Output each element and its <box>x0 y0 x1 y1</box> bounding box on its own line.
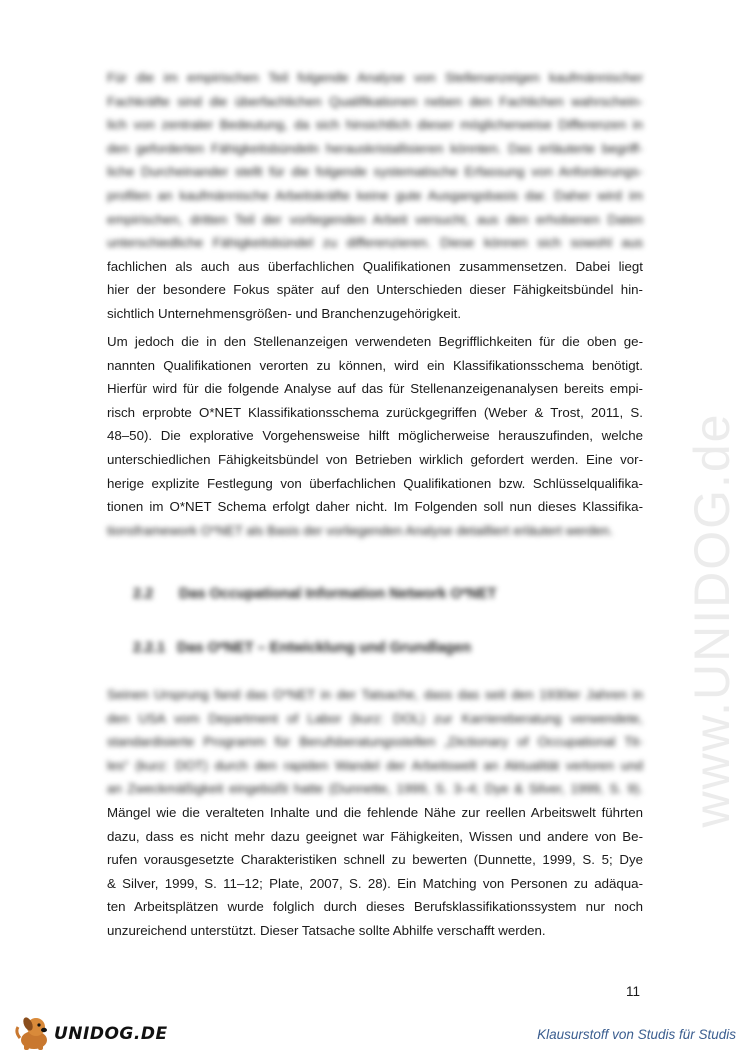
text-line: empirischen, dritten Teil der vorliegenden Arbeit versucht, aus den erhobenen Daten <box>107 211 643 227</box>
text-line: herige explizite Festlegung von überfachlichen Qualifikationen bzw. Schlüsselqualifika- <box>107 475 643 491</box>
section-title: Das Occupational Information Network O*NET <box>179 586 497 602</box>
dog-mascot-icon <box>14 1012 58 1052</box>
text-line: sichtlich Unternehmensgrößen- und Branchenzugehörigkeit. <box>107 305 462 321</box>
paragraph-2 <box>107 330 643 542</box>
subsection-heading <box>133 640 471 656</box>
text-line: Hierfür wird für die folgende Analyse auf das für Stellenanzeigenanalysen bereits empi- <box>107 381 643 397</box>
text-line: ten Arbeitsplätzen wurde folglich durch dieses Berufsklassifikationssystem nur noch <box>107 899 643 915</box>
text-line: Um jedoch die in den Stellenanzeigen verwendeten Begrifflichkeiten für die oben ge- <box>107 334 643 349</box>
text-line: an Zweckmäßigkeit eingebüßt hatte (Dunnette, 1999, S. 3–4; Dye & Silver, 1999, S. 9). <box>107 781 643 797</box>
text-line: standardisierte Programm für Berufsberatungsstellen „Dictionary of Occupational Tit- <box>107 734 643 750</box>
unidog-logo[interactable] <box>14 1012 184 1052</box>
text-line: hier der besondere Fokus später auf den Unterschieden dieser Fähigkeitsbündel hin- <box>107 282 643 298</box>
logo-text: UNIDOG.DE <box>54 1024 168 1044</box>
text-line: rufen vorausgesetzte Charakteristiken schnell zu bewerten (Dunnette, 1999, S. 5; Dye <box>107 852 643 868</box>
text-line: risch erprobte O*NET Klassifikationsschema zurückgegriffen (Weber & Trost, 2011, S. <box>107 404 643 420</box>
text-line: liche Durcheinander stellt für die folgende systematische Erfassung von Anforderungs- <box>107 164 643 180</box>
page-number: 11 <box>626 984 641 999</box>
text-line: tionen im O*NET Schema erfolgt daher nicht. Im Folgenden soll nun dieses Klassifika- <box>107 499 643 515</box>
paragraph-1 <box>107 66 643 326</box>
section-number: 2.2 <box>133 586 154 602</box>
text-line: les“ (kurz: DOT) durch den rapiden Wandel der Arbeitswelt an Aktualität verloren und <box>107 757 643 773</box>
paragraph-3 <box>107 683 643 943</box>
text-line: Fachkräfte sind die überfachlichen Qualifikationen neben den Fachlichen wahrschein- <box>107 93 643 109</box>
section-heading <box>133 586 496 602</box>
text-line: 48–50). Die explorative Vorgehensweise hilft möglicherweise herauszufinden, welche <box>107 428 643 444</box>
text-line: nannten Qualifikationen verorten zu können, wird ein Klassifikationsschema benötigt. <box>107 357 643 373</box>
text-line: den geforderten Fähigkeitsbündeln herauskristallisieren könnten. Das erläuterte begriff- <box>107 140 643 156</box>
text-line: unzureichend unterstützt. Dieser Tatsache sollte Abhilfe verschafft werden. <box>107 922 546 938</box>
text-line: Mängel wie die veralteten Inhalte und die fehlende Nähe zur reellen Arbeitswelt führten <box>107 804 643 820</box>
watermark: www.UNIDOG.de <box>684 412 740 828</box>
subsection-number: 2.2.1 <box>133 640 166 656</box>
text-line: Seinen Ursprung fand das O*NET in der Tatsache, dass das seit den 1930er Jahren in <box>107 687 643 702</box>
text-line: unterschiedliche Fähigkeitsbündel zu differenzieren. Diese können sich sowohl aus <box>107 235 643 251</box>
text-line: tionsframework O*NET als Basis der vorliegenden Analyse detailliert erläutert werden. <box>107 522 614 538</box>
text-line: Für die im empirischen Teil folgende Analyse von Stellenanzeigen kaufmännischer <box>107 70 643 85</box>
text-line: fachlichen als auch aus überfachlichen Qualifikationen zusammensetzen. Dabei liegt <box>107 258 643 274</box>
text-line: dazu, dass es nicht mehr dazu geeignet war Fähigkeiten, Wissen und andere von Be- <box>107 828 643 844</box>
text-line: & Silver, 1999, S. 11–12; Plate, 2007, S. 28). Ein Matching von Personen zu adäqua- <box>107 875 643 891</box>
text-line: den USA vom Department of Labor (kurz: DOL) zur Karriereberatung verwendete, <box>107 710 643 726</box>
subsection-title: Das O*NET – Entwicklung und Grundlagen <box>177 640 472 656</box>
footer-tagline: Klausurstoff von Studis für Studis <box>537 1027 736 1042</box>
text-line: unterschiedlichen Fähigkeitsbündel von Betrieben wirklich gefordert werden. Eine vor- <box>107 451 643 467</box>
text-line: profilen an kaufmännische Arbeitskräfte keine gute Ausgangsbasis dar. Daher wird im <box>107 187 643 203</box>
text-line: lich von zentraler Bedeutung, da sich hinsichtlich dieser möglicherweise Differenzen in <box>107 117 643 133</box>
